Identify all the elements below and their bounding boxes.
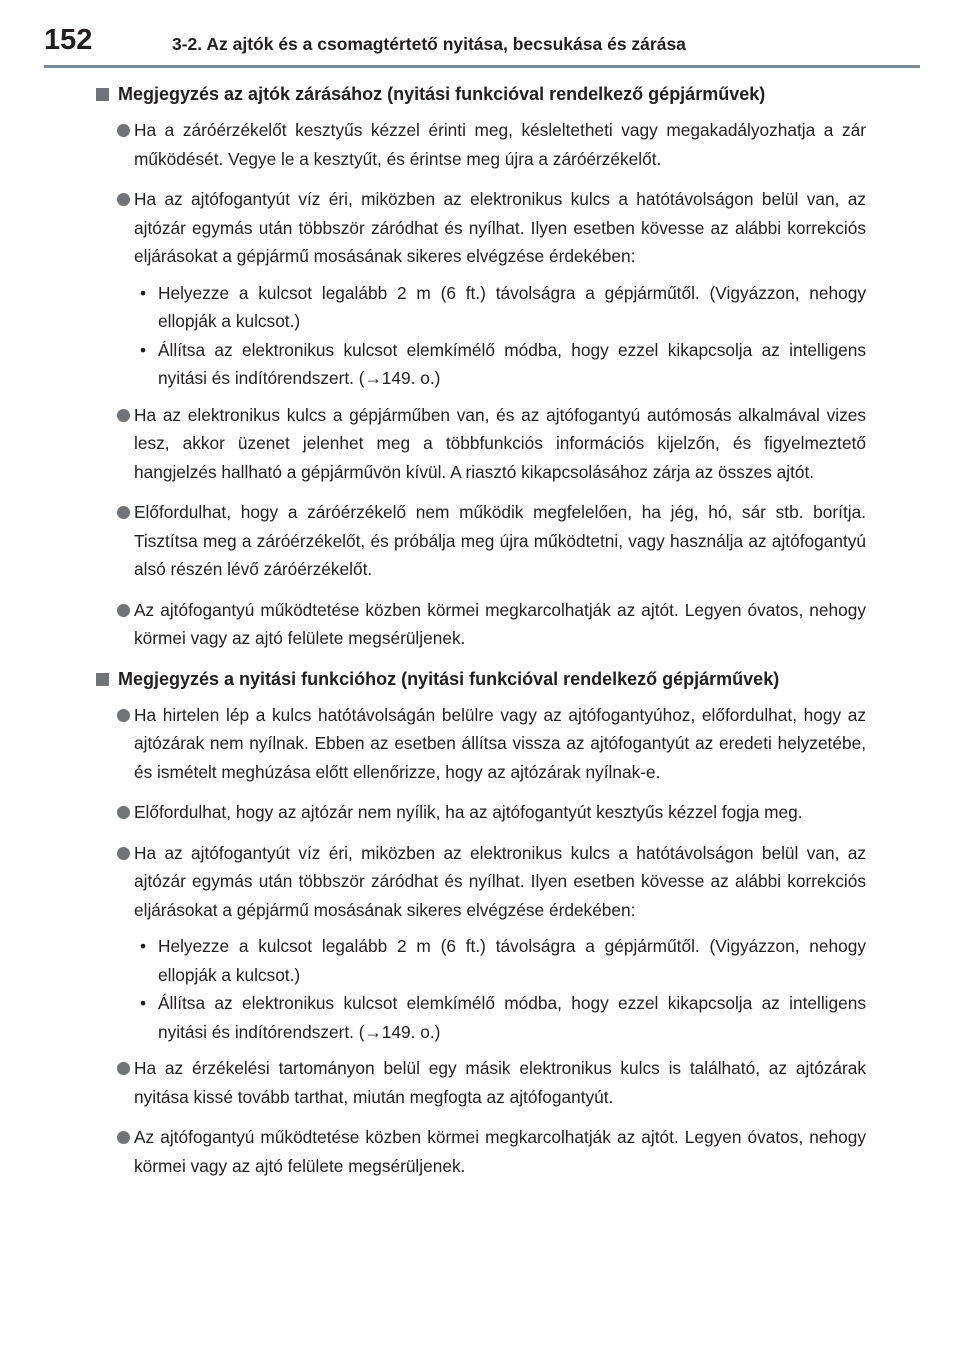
sub-list-item-text: Állítsa az elektronikus kulcsot elemkímélő módba, hogy ezzel kikapcsolja az intelligens nyitási és indítórendszert. (→149. o.) [158, 993, 866, 1042]
small-bullet-icon: • [140, 339, 147, 360]
bullet-item [96, 596, 866, 653]
small-bullet-icon: • [140, 936, 147, 956]
chapter-title: 3-2. Az ajtók és a csomagtértető nyitása, becsukása és zárása [172, 34, 686, 54]
circle-bullet-icon [117, 506, 130, 519]
section-heading-text: Megjegyzés az ajtók zárásához (nyitási funkcióval rendelkező gépjárművek) [118, 84, 766, 104]
bullet-item-text: Ha az érzékelési tartományon belül egy másik elektronikus kulcs is található, az ajtózárak nyitása kissé tovább tarthat, miután megfogta az ajtófogantyút. [134, 1058, 866, 1107]
bullet-item [96, 798, 866, 827]
section-heading-text: Megjegyzés a nyitási funkcióhoz (nyitási funkcióval rendelkező gépjárművek) [118, 668, 780, 689]
header-divider [44, 65, 920, 68]
page-number: 152 [44, 24, 93, 56]
sub-list [96, 279, 866, 393]
section-heading [96, 665, 866, 693]
page-content [96, 80, 866, 1192]
sub-list-item [96, 336, 866, 393]
sub-list-item-text: Állítsa az elektronikus kulcsot elemkímélő módba, hogy ezzel kikapcsolja az intelligens nyitási és indítórendszert. (→149. o.) [158, 339, 866, 388]
small-bullet-icon: • [140, 993, 147, 1013]
small-bullet-icon: • [140, 282, 147, 303]
sub-list-item-text: Helyezze a kulcsot legalább 2 m (6 ft.) távolságra a gépjárműtől. (Vigyázzon, nehogy ellopják a kulcsot.) [158, 936, 866, 985]
bullet-item-text: Ha az elektronikus kulcs a gépjárműben van, és az ajtófogantyú autómosás alkalmával vizes lesz, akkor üzenet jelenhet meg a többfunkciós információs kijelzőn, és figyelmeztető hangjelzés hallható a gépjárművön kívül. A riasztó kikapcsolásához zárja az összes ajtót. [134, 404, 866, 482]
bullet-item-text: Előfordulhat, hogy az ajtózár nem nyílik, ha az ajtófogantyút kesztyűs kézzel fogja meg. [134, 802, 803, 822]
square-bullet-icon [96, 673, 109, 686]
circle-bullet-icon [117, 847, 130, 860]
bullet-item-text: Ha az ajtófogantyút víz éri, miközben az elektronikus kulcs a hatótávolságon belül van, az ajtózár egymás után többször záródhat és nyílhat. Ilyen esetben kövesse az alábbi korrekciós eljárásokat a gépjármű mosásának sikeres elvégzése érdekében: [134, 842, 866, 920]
section-heading [96, 80, 866, 108]
note-section [96, 665, 866, 1181]
bullet-item-text: Az ajtófogantyú működtetése közben körmei megkarcolhatják az ajtót. Legyen óvatos, nehogy körmei vagy az ajtó felülete megsérüljenek. [134, 599, 866, 648]
circle-bullet-icon [117, 806, 130, 819]
bullet-item [96, 1054, 866, 1111]
square-bullet-icon [96, 88, 109, 101]
circle-bullet-icon [117, 1062, 130, 1075]
sub-list-item [96, 932, 866, 989]
bullet-item-text: Előfordulhat, hogy a záróérzékelő nem működik megfelelően, ha jég, hó, sár stb. borítja. Tisztítsa meg a záróérzékelőt, és próbálja meg újra működtetni, vagy használja az ajtófogantyú alsó részén lévő záróérzékelőt. [134, 502, 866, 579]
bullet-item [96, 498, 866, 584]
circle-bullet-icon [117, 1131, 130, 1144]
sub-list-item [96, 279, 866, 336]
bullet-item [96, 401, 866, 487]
sub-list [96, 932, 866, 1046]
bullet-item [96, 839, 866, 925]
sub-list-item-text: Helyezze a kulcsot legalább 2 m (6 ft.) távolságra a gépjárműtől. (Vigyázzon, nehogy ellopják a kulcsot.) [158, 282, 866, 331]
bullet-item-text: Ha a záróérzékelőt kesztyűs kézzel érinti meg, késleltetheti vagy megakadályozhatja a zár működését. Vegye le a kesztyűt, és érintse meg újra a záróérzékelőt. [134, 120, 866, 169]
page-header [0, 0, 960, 66]
bullet-item-text: Ha hirtelen lép a kulcs hatótávolságán belülre vagy az ajtófogantyúhoz, előfordulhat, hogy az ajtózárak nem nyílnak. Ebben az esetben állítsa vissza az ajtófogantyút az eredeti helyzetébe, és ismételt meghúzása előtt ellenőrizze, hogy az ajtózárak nyílnak-e. [134, 704, 866, 782]
bullet-item [96, 701, 866, 787]
bullet-item [96, 116, 866, 173]
circle-bullet-icon [117, 709, 130, 722]
circle-bullet-icon [117, 604, 130, 617]
sub-list-item [96, 989, 866, 1046]
bullet-item-text: Az ajtófogantyú működtetése közben körmei megkarcolhatják az ajtót. Legyen óvatos, nehogy körmei vagy az ajtó felülete megsérüljenek. [134, 1127, 866, 1176]
bullet-item [96, 1123, 866, 1180]
bullet-item [96, 185, 866, 271]
circle-bullet-icon [117, 409, 130, 422]
note-section [96, 80, 866, 653]
circle-bullet-icon [117, 193, 130, 206]
circle-bullet-icon [117, 124, 130, 137]
bullet-item-text: Ha az ajtófogantyút víz éri, miközben az elektronikus kulcs a hatótávolságon belül van, az ajtózár egymás után többször záródhat és nyílhat. Ilyen esetben kövesse az alábbi korrekciós eljárásokat a gépjármű mosásának sikeres elvégzése érdekében: [134, 189, 866, 266]
